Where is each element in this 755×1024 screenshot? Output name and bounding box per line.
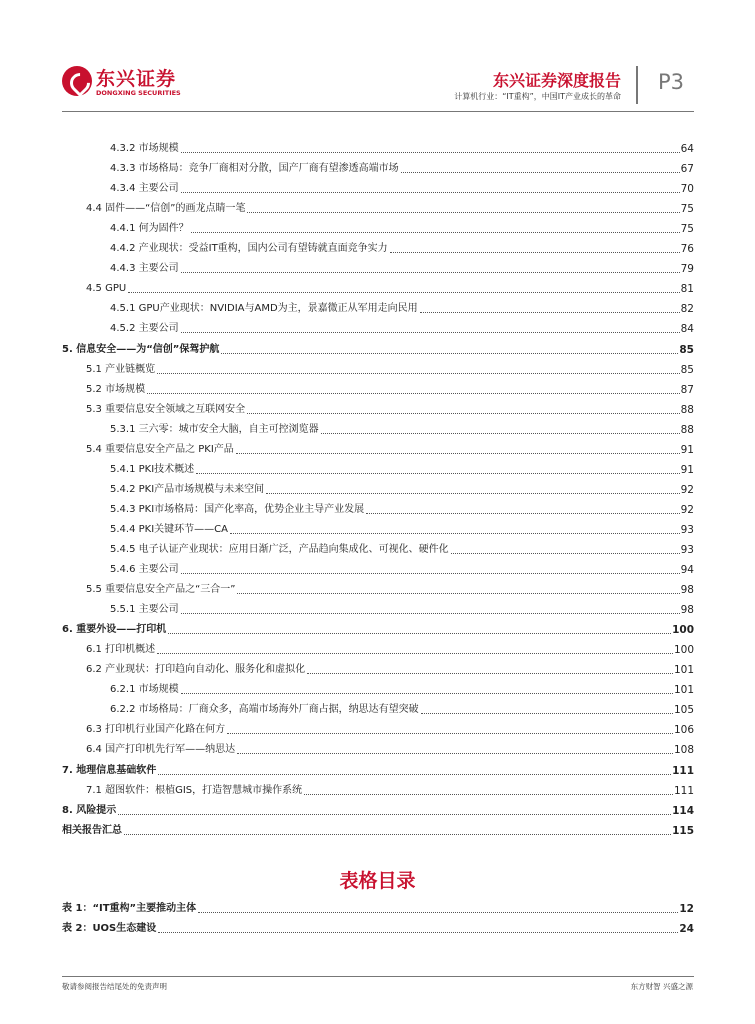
- page-number: P3: [658, 70, 685, 94]
- toc-entry[interactable]: [62, 236, 694, 256]
- toc-dot-leader: [221, 353, 678, 354]
- toc-entry[interactable]: [62, 316, 694, 336]
- toc-entry-title: 5.4.1 PKI技术概述: [110, 463, 195, 475]
- toc-dot-leader: [366, 513, 679, 514]
- toc-entry[interactable]: [62, 537, 694, 557]
- toc-entry-page: 12: [679, 903, 694, 916]
- logo-english-name: DONGXING SECURITIES: [96, 89, 181, 97]
- toc-entry-page: 100: [673, 644, 694, 657]
- toc-entry-title: 表 2：UOS生态建设: [62, 923, 157, 935]
- toc-entry-title: 5.4.5 电子认证产业现状：应用日渐广泛，产品趋向集成化、可视化、硬件化: [110, 543, 449, 555]
- toc-entry-title: 表 1：“IT重构”主要推动主体: [62, 903, 197, 915]
- toc-dot-leader: [237, 753, 673, 754]
- toc-dot-leader: [307, 673, 673, 674]
- toc-entry-title: 5.2 市场规模: [86, 383, 146, 395]
- toc-entry-title: 8. 风险提示: [62, 804, 117, 816]
- toc-dot-leader: [181, 192, 680, 193]
- toc-dot-leader: [230, 533, 680, 534]
- toc-entry-page: 76: [680, 243, 694, 256]
- toc-entry-page: 67: [680, 163, 694, 176]
- toc-entry[interactable]: [62, 617, 694, 637]
- toc-entry[interactable]: [62, 657, 694, 677]
- toc-entry-title: 5.4.2 PKI产品市场规模与未来空间: [110, 483, 265, 495]
- table-of-contents: [62, 136, 694, 838]
- header-divider: [636, 66, 638, 104]
- toc-entry[interactable]: [62, 677, 694, 697]
- toc-entry-title: 5.1 产业链概览: [86, 363, 156, 375]
- company-logo: [62, 62, 212, 102]
- toc-entry-title: 7.1 超图软件：根植GIS，打造智慧城市操作系统: [86, 784, 303, 796]
- toc-entry-page: 88: [680, 423, 694, 436]
- toc-dot-leader: [191, 232, 680, 233]
- toc-entry-title: 6.4 国产打印机先行军——纳思达: [86, 744, 236, 756]
- toc-dot-leader: [227, 733, 673, 734]
- toc-entry-page: 111: [673, 784, 694, 797]
- toc-entry-page: 81: [680, 283, 694, 296]
- toc-dot-leader: [158, 932, 678, 933]
- toc-entry[interactable]: [62, 176, 694, 196]
- toc-entry-title: 5.4.4 PKI关键环节——CA: [110, 523, 228, 535]
- toc-entry-title: 5.5.1 主要公司: [110, 604, 179, 616]
- footer-rule: [62, 976, 694, 977]
- list-of-tables: [62, 896, 694, 936]
- toc-entry[interactable]: [62, 196, 694, 216]
- logo-mark-icon: [62, 66, 92, 96]
- toc-dot-leader: [421, 713, 673, 714]
- toc-entry-title: 7. 地理信息基础软件: [62, 764, 157, 776]
- toc-dot-leader: [181, 272, 680, 273]
- toc-entry-title: 相关报告汇总: [62, 824, 122, 836]
- toc-entry-page: 85: [680, 363, 694, 376]
- toc-dot-leader: [266, 493, 679, 494]
- toc-entry[interactable]: [62, 296, 694, 316]
- toc-entry-title: 4.4.1 何为固件？: [110, 223, 189, 235]
- toc-entry[interactable]: [62, 336, 694, 356]
- toc-dot-leader: [181, 613, 680, 614]
- toc-entry-title: 6.1 打印机概述: [86, 644, 156, 656]
- toc-entry[interactable]: [62, 136, 694, 156]
- toc-dot-leader: [196, 473, 679, 474]
- toc-entry-page: 64: [680, 143, 694, 156]
- toc-entry-page: 115: [672, 824, 694, 837]
- footer-slogan: 东方财智 兴盛之源: [630, 982, 693, 991]
- toc-dot-leader: [420, 312, 680, 313]
- toc-entry-page: 24: [679, 923, 694, 936]
- toc-entry[interactable]: [62, 417, 694, 437]
- toc-entry-title: 4.4 固件——“信创”的画龙点睛一笔: [86, 203, 246, 215]
- toc-entry-page: 92: [680, 503, 694, 516]
- toc-entry-title: 5.4 重要信息安全产品之 PKI产品: [86, 443, 234, 455]
- toc-dot-leader: [236, 453, 680, 454]
- toc-entry-title: 5.4.3 PKI市场格局：国产化率高，优势企业主导产业发展: [110, 503, 365, 515]
- toc-entry-title: 5. 信息安全——为“信创”保驾护航: [62, 343, 220, 355]
- toc-entry[interactable]: [62, 156, 694, 176]
- toc-entry[interactable]: [62, 597, 694, 617]
- toc-entry-title: 6.2 产业现状：打印趋向自动化、服务化和虚拟化: [86, 664, 306, 676]
- toc-entry-page: 70: [680, 183, 694, 196]
- toc-entry-title: 5.3.1 三六零：城市安全大脑，自主可控浏览器: [110, 423, 319, 435]
- toc-entry-page: 101: [673, 664, 694, 677]
- toc-entry-page: 94: [680, 564, 694, 577]
- toc-entry[interactable]: [62, 497, 694, 517]
- toc-entry[interactable]: [62, 256, 694, 276]
- toc-entry-page: 101: [673, 684, 694, 697]
- toc-entry[interactable]: [62, 577, 694, 597]
- toc-entry-page: 108: [673, 744, 694, 757]
- footer-disclaimer: 敬请参阅报告结尾处的免责声明: [62, 982, 167, 991]
- toc-entry[interactable]: [62, 896, 694, 916]
- toc-entry-page: 105: [673, 704, 694, 717]
- toc-entry[interactable]: [62, 697, 694, 717]
- toc-entry-title: 6.3 打印机行业国产化路在何方: [86, 724, 226, 736]
- toc-entry-page: 85: [679, 343, 694, 356]
- toc-dot-leader: [124, 834, 671, 835]
- toc-dot-leader: [181, 693, 673, 694]
- toc-entry[interactable]: [62, 357, 694, 377]
- toc-dot-leader: [168, 633, 671, 634]
- toc-entry-title: 5.3 重要信息安全领域之互联网安全: [86, 403, 246, 415]
- toc-entry-page: 98: [680, 604, 694, 617]
- toc-entry-title: 4.3.4 主要公司: [110, 183, 179, 195]
- toc-entry-page: 100: [672, 624, 694, 637]
- toc-dot-leader: [157, 373, 680, 374]
- toc-entry-title: 5.4.6 主要公司: [110, 564, 179, 576]
- toc-entry[interactable]: [62, 216, 694, 236]
- toc-entry-title: 6.2.2 市场格局：厂商众多，高端市场海外厂商占据，纳思达有望突破: [110, 704, 419, 716]
- toc-entry-page: 82: [680, 303, 694, 316]
- toc-entry-page: 93: [680, 523, 694, 536]
- toc-entry-page: 98: [680, 584, 694, 597]
- toc-entry-page: 106: [673, 724, 694, 737]
- toc-dot-leader: [118, 814, 671, 815]
- toc-dot-leader: [451, 553, 680, 554]
- toc-dot-leader: [181, 332, 680, 333]
- toc-entry[interactable]: [62, 517, 694, 537]
- toc-entry-title: 5.5 重要信息安全产品之“三合一”: [86, 584, 236, 596]
- toc-entry[interactable]: [62, 477, 694, 497]
- toc-entry[interactable]: [62, 397, 694, 417]
- toc-entry-page: 88: [680, 403, 694, 416]
- toc-entry[interactable]: [62, 377, 694, 397]
- toc-entry-title: 4.4.2 产业现状：受益IT重构，国内公司有望铸就直面竞争实力: [110, 243, 388, 255]
- toc-entry[interactable]: [62, 276, 694, 296]
- toc-entry-page: 92: [680, 483, 694, 496]
- toc-dot-leader: [401, 172, 680, 173]
- toc-entry-page: 114: [672, 804, 694, 817]
- toc-entry-page: 87: [680, 383, 694, 396]
- toc-entry[interactable]: [62, 798, 694, 818]
- toc-entry-page: 111: [672, 764, 694, 777]
- toc-entry[interactable]: [62, 818, 694, 838]
- toc-dot-leader: [198, 912, 678, 913]
- toc-entry-title: 6. 重要外设——打印机: [62, 624, 167, 636]
- toc-dot-leader: [158, 774, 671, 775]
- toc-entry-page: 79: [680, 263, 694, 276]
- toc-dot-leader: [128, 292, 679, 293]
- toc-dot-leader: [147, 393, 680, 394]
- toc-entry-title: 4.5.2 主要公司: [110, 323, 179, 335]
- toc-dot-leader: [304, 794, 673, 795]
- toc-dot-leader: [237, 593, 679, 594]
- toc-entry-page: 91: [680, 443, 694, 456]
- toc-entry[interactable]: [62, 557, 694, 577]
- toc-entry-page: 75: [680, 203, 694, 216]
- logo-chinese-name: 东兴证券: [96, 68, 177, 90]
- toc-entry[interactable]: [62, 637, 694, 657]
- tables-section-title: 表格目录: [339, 870, 416, 892]
- toc-dot-leader: [321, 433, 680, 434]
- toc-dot-leader: [181, 573, 680, 574]
- toc-dot-leader: [247, 413, 680, 414]
- toc-entry[interactable]: [62, 778, 694, 798]
- toc-entry-page: 91: [680, 463, 694, 476]
- toc-entry[interactable]: [62, 757, 694, 777]
- toc-entry-title: 4.3.2 市场规模: [110, 143, 179, 155]
- toc-entry-title: 4.5 GPU: [86, 283, 127, 295]
- toc-entry-title: 4.3.3 市场格局：竞争厂商相对分散，国产厂商有望渗透高端市场: [110, 163, 399, 175]
- toc-entry-title: 4.5.1 GPU产业现状：NVIDIA与AMD为主，景嘉微正从军用走向民用: [110, 303, 418, 315]
- report-title: 东兴证券深度报告: [492, 71, 621, 90]
- toc-entry-page: 93: [680, 543, 694, 556]
- header-rule: [62, 111, 694, 112]
- toc-entry[interactable]: [62, 457, 694, 477]
- toc-dot-leader: [390, 252, 680, 253]
- toc-entry[interactable]: [62, 717, 694, 737]
- toc-dot-leader: [181, 152, 680, 153]
- toc-entry[interactable]: [62, 737, 694, 757]
- toc-entry-page: 75: [680, 223, 694, 236]
- toc-entry[interactable]: [62, 437, 694, 457]
- toc-entry-title: 4.4.3 主要公司: [110, 263, 179, 275]
- toc-entry-page: 84: [680, 323, 694, 336]
- toc-entry-title: 6.2.1 市场规模: [110, 684, 179, 696]
- toc-dot-leader: [247, 212, 679, 213]
- toc-dot-leader: [157, 653, 673, 654]
- toc-entry[interactable]: [62, 916, 694, 936]
- report-subtitle: 计算机行业：“IT重构”，中国IT产业成长的革命: [454, 92, 621, 101]
